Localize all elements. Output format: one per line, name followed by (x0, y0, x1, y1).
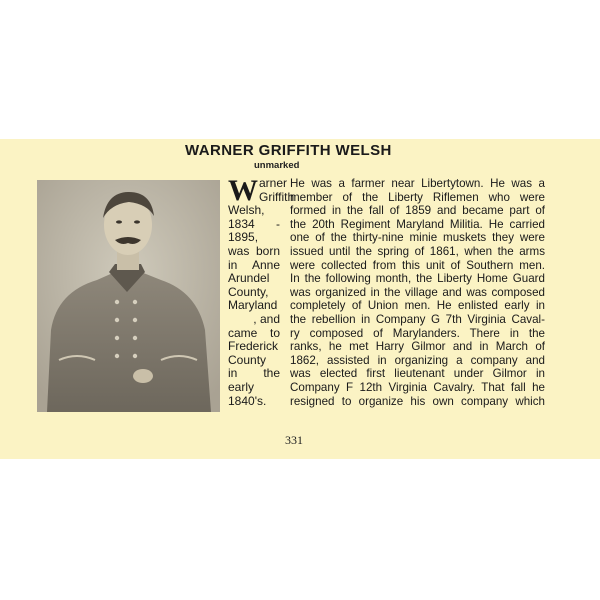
intro-line: in Anne (228, 257, 280, 272)
intro-line: in the (228, 366, 280, 381)
body-line: 1862, assisted in organizing a company and (290, 353, 545, 367)
intro-line: arner (259, 176, 288, 190)
body-line: ry composed of Marylanders. There in the (290, 326, 545, 340)
body-line: completely of Union men. He enlisted early in (290, 299, 545, 313)
body-line: ranks, he met Harry Gilmor and in March of (290, 340, 545, 354)
body-line: one of the thirty-nine minie muskets they were (290, 231, 545, 245)
body-line: was elected first lieutenant under Gilmor in (290, 367, 545, 381)
intro-line: County, (228, 284, 269, 299)
intro-line: County (228, 352, 267, 367)
portrait-illustration (37, 180, 220, 412)
intro-line: Welsh, (228, 203, 265, 218)
intro-line: 1840's. (228, 393, 267, 408)
body-line: He was a farmer near Libertytown. He was a (290, 177, 545, 190)
page-number: 331 (285, 433, 303, 447)
intro-line: , and (253, 311, 280, 326)
intro-line: 1834 - (228, 216, 280, 231)
intro-line: was born (228, 243, 280, 258)
page-subtitle: unmarked (254, 160, 300, 171)
intro-line: Arundel (228, 271, 270, 286)
body-line: the 20th Regiment Maryland Militia. He carried (290, 217, 545, 231)
drop-cap-letter: W (228, 174, 258, 207)
intro-column (228, 174, 295, 408)
body-column (290, 177, 545, 408)
portrait-photo (37, 180, 220, 412)
body-line: formed in the fall of 1859 and became part of (290, 204, 545, 218)
intro-line: early (228, 379, 255, 394)
intro-line: 1895, (228, 230, 259, 245)
body-line: In the following month, the Liberty Home Guard (290, 272, 545, 286)
page-title: WARNER GRIFFITH WELSH (185, 142, 392, 159)
body-line: was organized in the village and was composed (290, 285, 545, 299)
body-line: were collected from this unit of Southern men. (290, 258, 545, 272)
body-line: Company F 12th Virginia Cavalry. That fall he (290, 380, 545, 394)
body-line: issued until the spring of 1861, when the arms (290, 244, 545, 258)
intro-line: Frederick (228, 339, 279, 354)
intro-line: Griffith (259, 189, 295, 204)
body-line: resigned to organize his own company which (290, 394, 545, 408)
body-line: member of the Liberty Riflemen who were (290, 190, 545, 204)
intro-line: Maryland (228, 298, 278, 313)
body-line: the rebellion in Company G 7th Virginia Caval- (290, 312, 545, 326)
intro-line: came to (228, 325, 280, 340)
